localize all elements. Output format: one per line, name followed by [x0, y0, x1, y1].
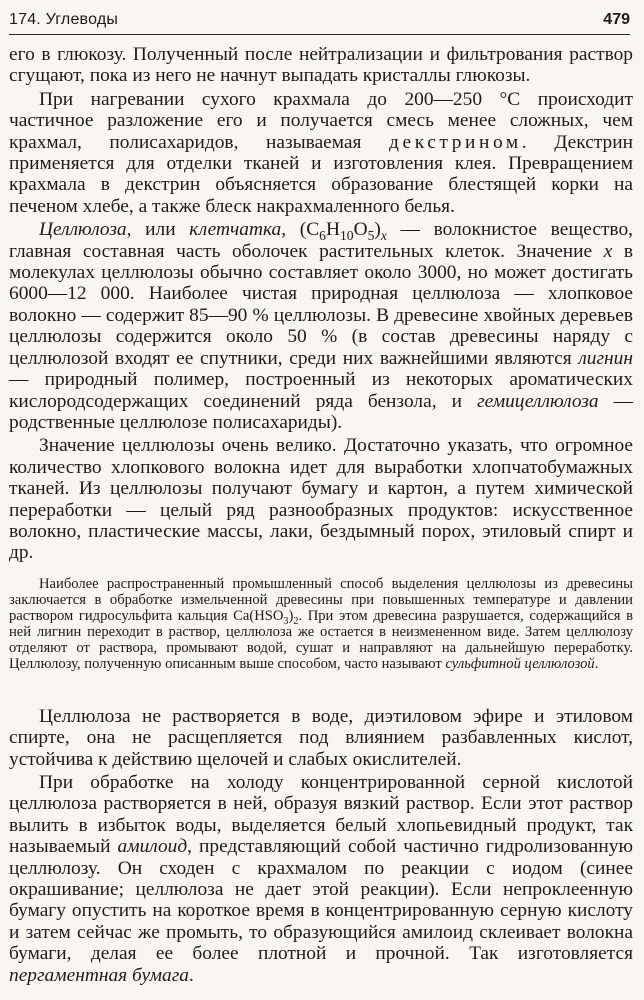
paragraph-amyloid [9, 772, 633, 986]
formula-part: O [353, 219, 368, 241]
paragraph-importance [9, 435, 633, 563]
paragraph-text: При нагревании сухого крахмала до 200—250 °С происходит частичное разложение его и получается смесь менее сложных, чем крахмал, полисахаридов, называемая [9, 88, 633, 153]
formula-part: , (C [281, 219, 320, 241]
paragraph-text: . При этом древесина разрушается, содержащийся в ней лигнин переходит в раствор, целлюлоза же остается в неизмененном виде. Затем целлюлозу отделяют от раствора, промывают водой, сушат и направляют на дальнейшую переработку. Целлюлозу, полученную описанным выше способом, часто называют [9, 607, 633, 672]
paragraph-text: , или [126, 219, 190, 241]
term-sulfite-cellulose: сульфитной целлюлозой [445, 655, 595, 672]
formula-subscript: 10 [339, 228, 354, 244]
paragraph-text: — природный полимер, построенный из некоторых ароматических кислородсодержащих соединений ряда бензола, и [9, 369, 633, 412]
paragraph-text: Наиболее распространенный промышленный способ выделения целлюлозы из древесины заключается в обработке измельченной древесины при повышенных температуре и давлении раствором гидросульфита кальция Ca(HSO [9, 575, 633, 624]
formula-subscript: 5 [367, 228, 375, 244]
variable-x: x [603, 240, 613, 262]
paragraph-text: в молекулах целлюлозы обычно составляет около 3000, но может достигать 6000—12 000. Наиболее чистая природная целлюлоза — хлопковое волокно — содержит 85—90 % целлюлозы. В древесине хвойных деревьев целлюлозы содержится около 50 % (в состав древесины наряду с целлюлозой входят ее спутники, среди них важнейшими являются [9, 240, 633, 369]
paragraph-text: — родственные целлюлозе полисахариды). [9, 390, 633, 433]
term-lignin: лигнин [578, 347, 633, 369]
term-cellulose: Целлюлоза [39, 219, 127, 241]
paragraph-solubility [9, 706, 633, 770]
term-dextrin: декстрином [389, 131, 522, 153]
paragraph-text: . [189, 964, 194, 986]
page-body [9, 44, 633, 986]
paragraph-text: . [594, 655, 599, 672]
paragraph-text: . Декстрин применяется для отделки тканей и изготовления клея. Превращением крахмала в декстрин объясняется образование блестящей корки на печеном хлебе, а также блеск накрахмаленного белья. [9, 131, 633, 217]
paragraph-text: , представляющий собой частично гидролизованную целлюлозу. Он сходен с крахмалом по реакции с иодом (синее окрашивание; целлюлоза не дает этой реакции). Если непроклеенную бумагу опустить на короткое время в концентрированную серную кислоту и затем сейчас же промыть, то образующийся амилоид склеивает волокна бумаги, делая ее более плотной и прочной. Так изготовляется [9, 836, 633, 965]
formula-part: H [325, 219, 340, 241]
section-title: 174. Углеводы [9, 11, 119, 28]
formula-subscript: 6 [319, 228, 326, 244]
term-hemicellulose: гемицеллюлоза [477, 390, 599, 412]
formula-subscript: 3 [283, 615, 289, 627]
cellulose-formula [281, 219, 387, 244]
paragraph-text: — волокнистое вещество, главная составная часть оболочек растительных клеток. Значение [9, 219, 633, 262]
term-amyloid: амилоид [117, 836, 188, 858]
paragraph-glucose-end [9, 44, 633, 87]
small-print-note [9, 576, 633, 672]
paragraph-text: Целлюлоза не растворяется в воде, диэтиловом эфире и этиловом спирте, она не расщепляется под влиянием разбавленных кислот, устойчива к действию щелочей и слабых окислителей. [9, 705, 633, 770]
formula-subscript: 2 [293, 615, 299, 627]
term-kletchatka: клетчатка [189, 219, 282, 241]
paragraph-cellulose [9, 219, 633, 433]
formula-part: ) [374, 219, 381, 241]
formula-subscript: x [380, 228, 387, 244]
page-header [9, 8, 630, 35]
paragraph-text: его в глюкозу. Полученный после нейтрализации и фильтрования раствор сгущают, пока из него не начнут выпадать кристаллы глюкозы. [9, 44, 633, 87]
spacer [9, 672, 633, 706]
page-number: 479 [603, 11, 630, 28]
term-parchment-paper: пергаментная бумага [9, 964, 189, 986]
paragraph-text: При обработке на холоду концентрированной серной кислотой целлюлоза растворяется в ней, образуя вязкий раствор. Если этот раствор вылить в избыток воды, выделяется белый хлопьевидный продукт, так называемый [9, 771, 633, 858]
paragraph-text: ) [288, 607, 294, 624]
paragraph-text: Значение целлюлозы очень велико. Достаточно указать, что огромное количество хлопкового волокна идет для выработки хлопчатобумажных тканей. Из целлюлозы получают бумагу и картон, а путем химической переработки — целый ряд разнообразных продуктов: искусственное волокно, пластические массы, лаки, бездымный порох, этиловый спирт и др. [9, 435, 633, 564]
paragraph-dextrin [9, 89, 633, 217]
